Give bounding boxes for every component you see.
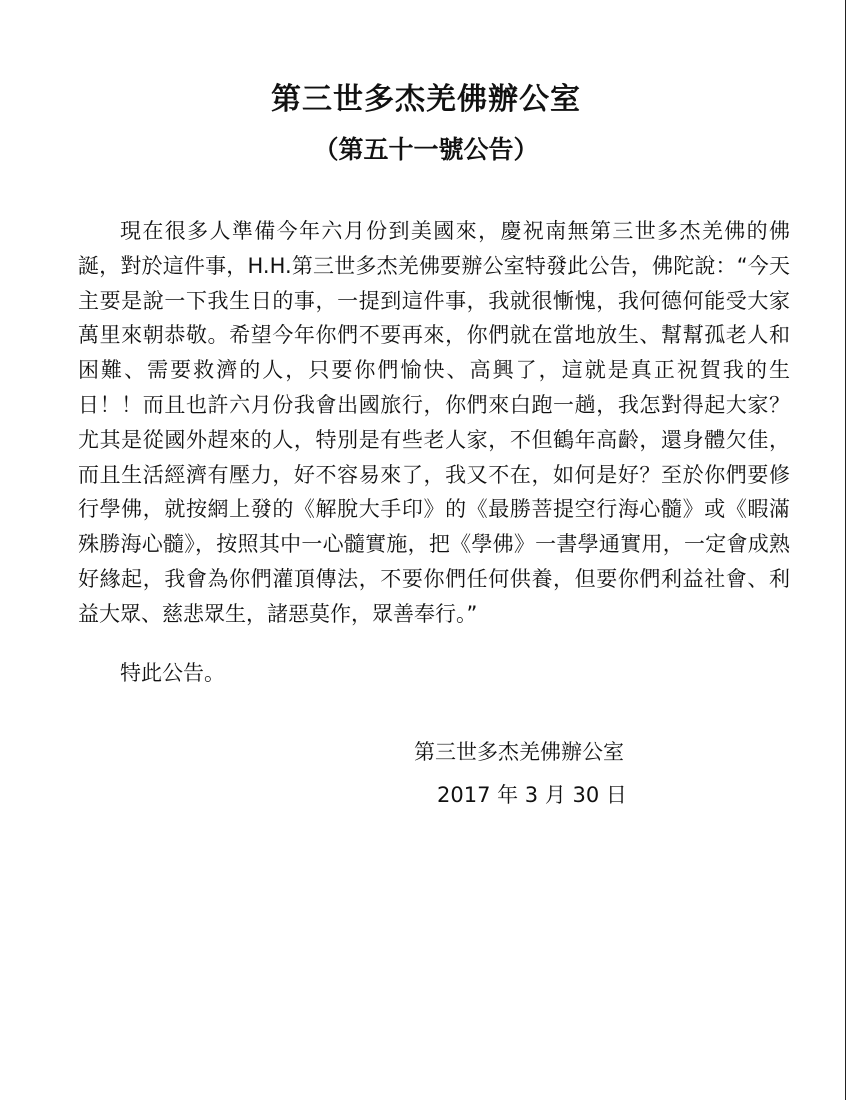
signature-office: 第三世多杰羌佛辦公室 [414,740,624,764]
announcement-body: 現在很多人準備今年六月份到美國來，慶祝南無第三世多杰羌佛的佛誕，對於這件事，H.H.第三世多杰羌佛要辦公室特發此公告，佛陀說：“今天主要是說一下我生日的事，一提到這件事，我就很慚愧，我何德何能受大家萬里來朝恭敬。希望今年你們不要再來，你們就在當地放生、幫幫孤老人和困難、需要救濟的人，只要你們愉快、高興了，這就是真正祝賀我的生日！！而且也許六月份我會出國旅行，你們來白跑一趟，我怎對得起大家？尤其是從國外趕來的人，特別是有些老人家，不但鶴年高齡，還身體欠佳，而且生活經濟有壓力，好不容易來了，我又不在，如何是好？至於你們要修行學佛，就按網上發的《解脫大手印》的《最勝菩提空行海心髓》或《暇滿殊勝海心髓》，按照其中一心髓實施，把《學佛》一書學通實用，一定會成熟好緣起，我會為你們灌頂傳法，不要你們任何供養，但要你們利益社會、利益大眾、慈悲眾生，諸惡莫作，眾善奉行。” [78,219,790,626]
signature-date: 2017 年 3 月 30 日 [437,783,627,807]
document-title: 第三世多杰羌佛辦公室 [271,82,581,117]
document-subtitle: （第五十一號公告） [313,135,539,164]
closing-statement: 特此公告。 [120,661,225,685]
